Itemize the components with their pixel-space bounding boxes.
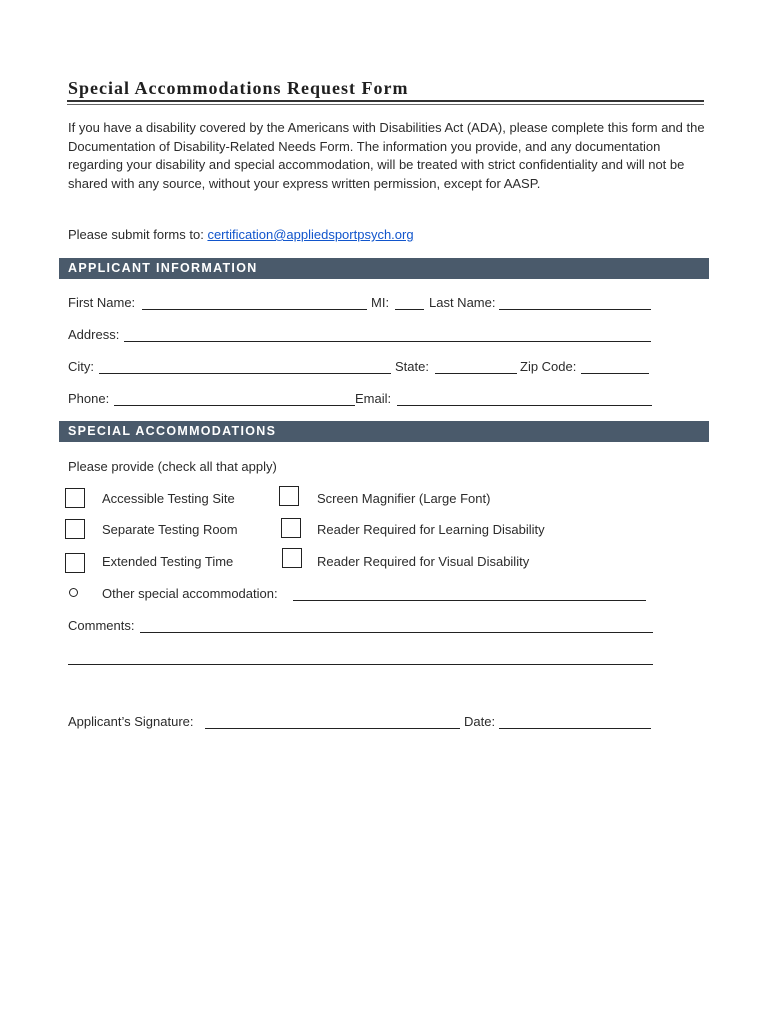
title-rule-thin [67, 104, 704, 105]
email-field[interactable] [397, 405, 652, 406]
title-rule [67, 100, 704, 102]
checkbox-extended-testing-time[interactable] [65, 553, 85, 573]
option-label: Accessible Testing Site [102, 491, 235, 506]
option-label: Reader Required for Visual Disability [317, 554, 530, 569]
mi-label: MI: [371, 295, 390, 310]
email-label: Email: [355, 391, 392, 406]
signature-field[interactable] [205, 728, 460, 729]
first-name-field[interactable] [142, 309, 367, 310]
date-label: Date: [464, 714, 496, 729]
state-field[interactable] [435, 373, 517, 374]
other-bullet-icon[interactable] [69, 588, 78, 597]
signature-label: Applicant’s Signature: [68, 714, 194, 729]
option-label: Screen Magnifier (Large Font) [317, 491, 491, 506]
page-title: Special Accommodations Request Form [68, 78, 409, 98]
zip-field[interactable] [581, 373, 649, 374]
option-label: Extended Testing Time [102, 554, 234, 569]
last-name-field[interactable] [499, 309, 651, 310]
address-field[interactable] [124, 341, 651, 342]
comments-field-line-2[interactable] [68, 664, 653, 665]
option-label: Separate Testing Room [102, 522, 238, 537]
submit-email-link[interactable]: certification@appliedsportpsych.org [207, 227, 414, 242]
section-header-accommodations: SPECIAL ACCOMMODATIONS [59, 421, 709, 442]
zip-label: Zip Code: [520, 359, 577, 374]
submit-instructions [68, 227, 414, 242]
checkbox-screen-magnifier[interactable] [279, 486, 299, 506]
option-label: Reader Required for Learning Disability [317, 522, 545, 537]
checkbox-accessible-testing-site[interactable] [65, 488, 85, 508]
checkbox-reader-visual-disability[interactable] [282, 548, 302, 568]
address-label: Address: [68, 327, 120, 342]
city-field[interactable] [99, 373, 391, 374]
comments-label: Comments: [68, 618, 135, 633]
accommodations-prompt: Please provide (check all that apply) [68, 459, 277, 474]
city-label: City: [68, 359, 94, 374]
checkbox-separate-testing-room[interactable] [65, 519, 85, 539]
mi-field[interactable] [395, 309, 424, 310]
intro-paragraph: If you have a disability covered by the Americans with Disabilities Act (ADA), please complete this form and the Documentation of Disability-Related Needs Form. The information you provide, and any documentation regarding your disability and special accommodation, will be treated with strict confidentiality and will not be shared with any source, without your express written permission, except for AASP. [68, 120, 705, 192]
state-label: State: [395, 359, 429, 374]
submit-label: Please submit forms to: [68, 227, 204, 242]
checkbox-reader-learning-disability[interactable] [281, 518, 301, 538]
date-field[interactable] [499, 728, 651, 729]
section-header-applicant: APPLICANT INFORMATION [59, 258, 709, 279]
other-accommodation-label: Other special accommodation: [102, 586, 278, 601]
comments-field-line-1[interactable] [140, 632, 653, 633]
other-accommodation-field[interactable] [293, 600, 646, 601]
first-name-label: First Name: [68, 295, 136, 310]
last-name-label: Last Name: [429, 295, 496, 310]
phone-label: Phone: [68, 391, 110, 406]
phone-field[interactable] [114, 405, 355, 406]
